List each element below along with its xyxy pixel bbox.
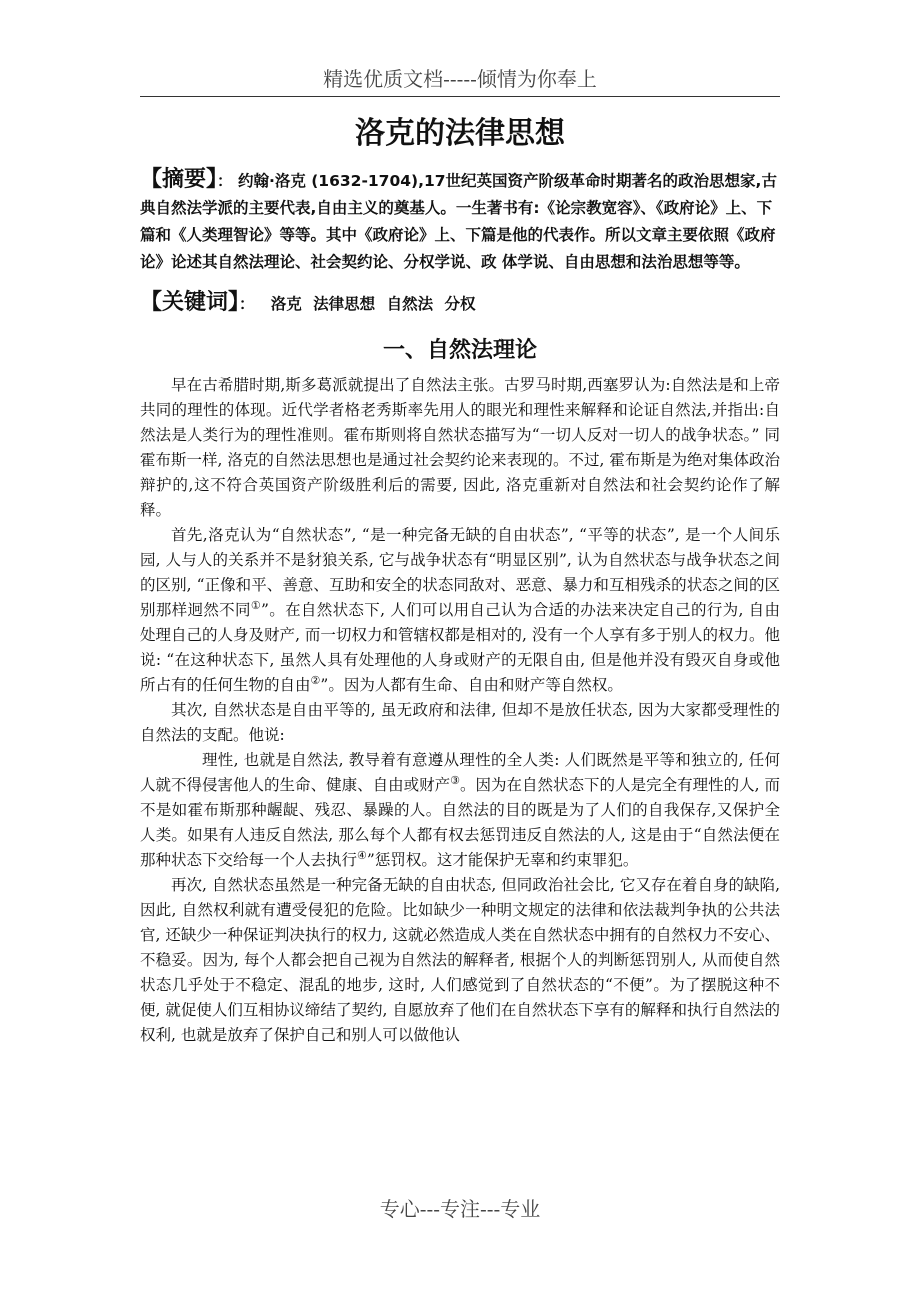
abstract-text: 约翰·洛克 (1632-1704),17世纪英国资产阶级革命时期著名的政治思想家,古典自然法学派的主要代表,自由主义的奠基人。一生著书有:《论宗教宽容》、《政府论》上、下篇和《人类理智论》等等。其中《政府论》上、下篇是他的代表作。所以文章主要依照《政府论》论述其自然法理论、社会契约论、分权学说、政 体学说、自由思想和法治思想等等。 <box>140 172 777 271</box>
paragraph-text: ”。在自然状态下, 人们可以用自己认为合适的办法来决定自己的行为, 自由处理自己的人身及财产, 而一切权力和管辖权都是相对的, 没有一个人享有多于别人的权力。他说: “在这种状态下, 虽然人具有处理他的人身或财产的无限自由, 但是他并没有毁灭自身或他所占有的任何生物的自由 <box>140 601 780 694</box>
abstract-label: 【摘要】 <box>140 167 218 192</box>
paragraph-text: ”惩罚权。这才能保护无辜和约束罪犯。 <box>366 851 639 869</box>
body-paragraph: 早在古希腊时期,斯多葛派就提出了自然法主张。古罗马时期,西塞罗认为:自然法是和上帝共同的理性的体现。近代学者格老秀斯率先用人的眼光和理性来解释和论证自然法,并指出:自然法是人类行为的理性准则。霍布斯则将自然状态描写为“一切人反对一切人的战争状态。” 同霍布斯一样, 洛克的自然法思想也是通过社会契约论来表现的。不过, 霍布斯是为绝对集体政治辩护的,这不符合英国资产阶级胜利后的需要, 因此, 洛克重新对自然法和社会契约论作了解释。 <box>140 376 780 519</box>
paragraph-text: 首先,洛克认为“自然状态”, “是一种完备无缺的自由状态”, “平等的状态”, 是一个人间乐园, 人与人的关系并不是豺狼关系, 它与战争状态有“明显区别”, 认为自然状态与战争状态之间的区别, “正像和平、善意、互助和安全的状态同敌对、恶意、暴力和互相残杀的状态之间的区别那样迥然不同 <box>140 526 780 619</box>
document-title: 洛克的法律思想 <box>355 116 565 151</box>
footnote-marker[interactable]: ① <box>250 598 262 612</box>
footnote-marker[interactable]: ③ <box>450 773 460 787</box>
body-paragraph: 再次, 自然状态虽然是一种完备无缺的自由状态, 但同政治社会比, 它又存在着自身的缺陷, 因此, 自然权利就有遭受侵犯的危险。比如缺少一种明文规定的法律和依法裁判争执的公共法官, 还缺少一种保证判决执行的权力, 这就必然造成人类在自然状态中拥有的自然权力不安心、不稳妥。因为, 每个人都会把自己视为自然法的解释者, 根据个人的判断惩罚别人, 从而使自然状态几乎处于不稳定、混乱的地步, 这时, 人们感觉到了自然状态的“不便”。为了摆脱这种不便, 就促使人们互相协议缔结了契约, 自愿放弃了他们在自然状态下享有的解释和执行自然法的权利, 也就是放弃了保护自己和别人可以做他认 <box>140 876 780 1044</box>
page-footer: 专心---专注---专业 <box>379 1197 541 1221</box>
footnote-marker[interactable]: ② <box>310 673 321 687</box>
footnote-marker[interactable]: ④ <box>357 848 367 862</box>
keyword-item: 法律思想 <box>313 295 376 313</box>
paragraph-text: ”。因为人都有生命、自由和财产等自然权。 <box>320 676 623 694</box>
keyword-item: 自然法 <box>386 295 434 313</box>
keyword-item: 分权 <box>444 295 476 313</box>
paragraph-text: 理性, 也就是自然法, 教导着有意遵从理性的全人类: 人们既然是平等和独立的, 任何人就不得侵害他人的生命、健康、自由或财产 <box>140 751 780 794</box>
paragraph-text: 。因为在自然状态下的人是完全有理性的人, 而不是如霍布斯那种龌龊、残忍、暴躁的人。自然法的目的既是为了人们的自我保存,又保护全人类。如果有人违反自然法, 那么每个人都有权去惩罚违反自然法的人, 这是由于“自然法便在那种状态下交给每一个人去执行 <box>140 776 780 869</box>
section-heading: 一、自然法理论 <box>382 338 537 363</box>
abstract-colon: ： <box>217 172 233 190</box>
page-header: 精选优质文档-----倾情为你奉上 <box>140 62 780 97</box>
body-paragraph: 其次, 自然状态是自由平等的, 虽无政府和法律, 但却不是放任状态, 因为大家都受理性的自然法的支配。他说: <box>140 701 780 744</box>
document-body <box>140 112 780 1048</box>
keyword-item: 洛克 <box>270 295 302 313</box>
keywords-colon: ： <box>239 295 255 313</box>
abstract-paragraph <box>140 166 780 276</box>
quote-paragraph <box>140 748 780 873</box>
body-paragraph <box>140 523 780 698</box>
keywords-label: 【关键词】 <box>140 290 240 315</box>
keywords-line <box>140 288 780 319</box>
